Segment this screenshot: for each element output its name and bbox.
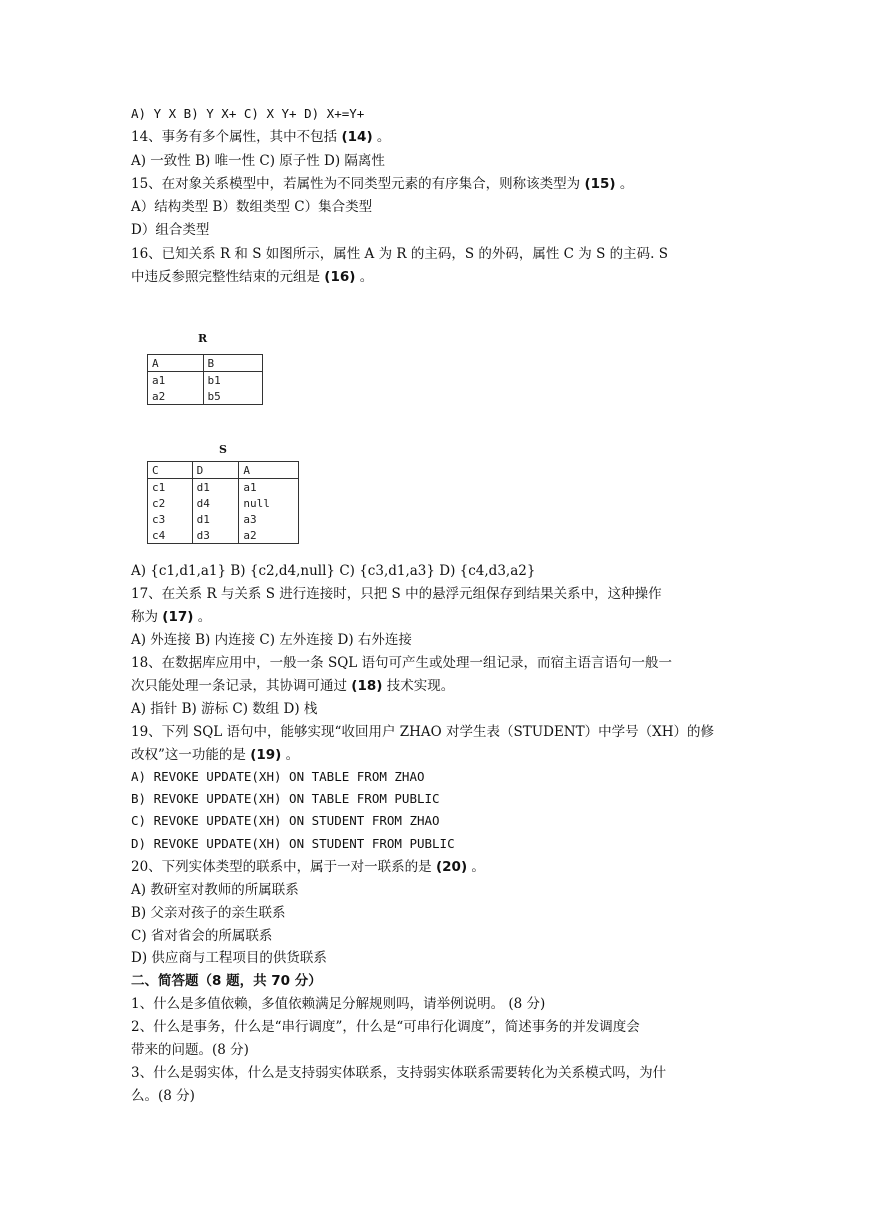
- question-suffix: 。: [467, 859, 485, 875]
- column-header: D: [192, 462, 239, 479]
- question-suffix: 。: [615, 176, 634, 192]
- table-header-row: [148, 355, 263, 372]
- table-row: [148, 372, 263, 389]
- table-cell: d3: [192, 527, 239, 544]
- q19-option-a: A) REVOKE UPDATE(XH) ON TABLE FROM ZHAO: [131, 769, 425, 784]
- answer-blank: (17): [162, 609, 194, 625]
- table-row: [148, 479, 299, 496]
- sa2-2: 带来的问题。(8 分): [131, 1042, 249, 1058]
- q16-options: A) {c1,d1,a1} B) {c2,d4,null} C) {c3,d1,a3} D) {c4,d3,a2}: [131, 563, 536, 579]
- sa3-2: 么。(8 分): [131, 1088, 195, 1104]
- q19-question-1: 19、下列 SQL 语句中，能够实现“收回用户 ZHAO 对学生表（STUDENT）中学号（XH）的修: [131, 724, 715, 740]
- table-header-row: [148, 462, 299, 479]
- question-text: 14、事务有多个属性，其中不包括: [131, 129, 342, 145]
- answer-blank: (15): [584, 176, 616, 192]
- table-cell: b1: [203, 372, 262, 389]
- sa3-1: 3、什么是弱实体，什么是支持弱实体联系，支持弱实体联系需要转化为关系模式吗，为什: [131, 1065, 667, 1081]
- sa1: 1、什么是多值依赖，多值依赖满足分解规则吗，请举例说明。 (8 分): [131, 996, 546, 1012]
- q19-option-c: C) REVOKE UPDATE(XH) ON STUDENT FROM ZHAO: [131, 813, 440, 828]
- q18-options: A) 指针 B) 游标 C) 数组 D) 栈: [131, 701, 318, 717]
- table-cell: b5: [203, 388, 262, 405]
- q20-option-d: D) 供应商与工程项目的供货联系: [131, 950, 327, 966]
- relation-s-title: S: [219, 443, 227, 456]
- q19-option-b: B) REVOKE UPDATE(XH) ON TABLE FROM PUBLIC: [131, 791, 440, 806]
- question-suffix: 。: [193, 609, 212, 625]
- column-header: A: [239, 462, 299, 479]
- answer-blank: (16): [324, 269, 356, 285]
- q17-question-2: [131, 607, 211, 627]
- question-text: 次只能处理一条记录，其协调可通过: [131, 678, 352, 694]
- q20-option-a: A) 教研室对教师的所属联系: [131, 882, 299, 898]
- answer-blank: (18): [351, 678, 383, 694]
- table-cell: c4: [148, 527, 193, 544]
- table-cell: a2: [239, 527, 299, 544]
- table-cell: a3: [239, 511, 299, 527]
- table-row: [148, 527, 299, 544]
- question-suffix: 技术实现。: [382, 678, 455, 694]
- question-suffix: 。: [281, 747, 300, 763]
- table-cell: d1: [192, 479, 239, 496]
- table-cell: c1: [148, 479, 193, 496]
- q20-option-b: B) 父亲对孩子的亲生联系: [131, 905, 286, 921]
- table-cell: a1: [239, 479, 299, 496]
- sa2-1: 2、什么是事务，什么是“串行调度”，什么是“可串行化调度”，简述事务的并发调度会: [131, 1019, 640, 1035]
- column-header: A: [148, 355, 204, 372]
- relation-r-title: R: [198, 332, 208, 345]
- table-cell: null: [239, 495, 299, 511]
- q16-question-2: [131, 267, 373, 287]
- section-2-heading: 二、简答题（8 题，共 70 分）: [131, 973, 322, 989]
- answer-blank: (20): [435, 859, 468, 875]
- q14-options: A) 一致性 B) 唯一性 C) 原子性 D) 隔离性: [131, 153, 385, 169]
- q18-question-1: 18、在数据库应用中，一般一条 SQL 语句可产生或处理一组记录，而宿主语言语句一般一: [131, 655, 673, 671]
- q19-question-2: [131, 745, 299, 765]
- question-text: 中违反参照完整性结束的元组是: [131, 269, 325, 285]
- table-cell: d4: [192, 495, 239, 511]
- table-cell: a2: [148, 388, 204, 405]
- question-text: 15、在对象关系模型中，若属性为不同类型元素的有序集合，则称该类型为: [131, 176, 585, 192]
- relation-r-table: [147, 354, 263, 405]
- q15-question: [131, 174, 633, 194]
- q15-options-2: D）组合类型: [131, 222, 210, 238]
- question-text: 改权”这一功能的是: [131, 747, 251, 763]
- question-text: 称为: [131, 609, 163, 625]
- table-row: [148, 388, 263, 405]
- q18-question-2: [131, 676, 454, 696]
- q16-question-1: 16、已知关系 R 和 S 如图所示，属性 A 为 R 的主码，S 的外码，属性 C 为 S 的主码. S: [131, 246, 668, 262]
- question-text: 20、下列实体类型的联系中，属于一对一联系的是: [131, 859, 436, 875]
- q17-question-1: 17、在关系 R 与关系 S 进行连接时，只把 S 中的悬浮元组保存到结果关系中，这种操作: [131, 586, 662, 602]
- column-header: C: [148, 462, 193, 479]
- q14-question: [131, 127, 390, 147]
- table-cell: c3: [148, 511, 193, 527]
- question-suffix: 。: [355, 269, 374, 285]
- question-suffix: 。: [372, 129, 391, 145]
- table-cell: c2: [148, 495, 193, 511]
- column-header: B: [203, 355, 262, 372]
- q13-options: A) Y X B) Y X+ C) X Y+ D) X+=Y+: [131, 106, 365, 121]
- answer-blank: (19): [250, 747, 282, 763]
- q20-option-c: C) 省对省会的所属联系: [131, 928, 273, 944]
- table-row: [148, 511, 299, 527]
- relation-s-table: [147, 461, 299, 544]
- q15-options-1: A）结构类型 B）数组类型 C）集合类型: [131, 199, 373, 215]
- table-row: [148, 495, 299, 511]
- q19-option-d: D) REVOKE UPDATE(XH) ON STUDENT FROM PUBLIC: [131, 836, 455, 851]
- table-cell: a1: [148, 372, 204, 389]
- table-cell: d1: [192, 511, 239, 527]
- q17-options: A) 外连接 B) 内连接 C) 左外连接 D) 右外连接: [131, 632, 412, 648]
- answer-blank: (14): [341, 129, 373, 145]
- q20-question: [131, 857, 485, 877]
